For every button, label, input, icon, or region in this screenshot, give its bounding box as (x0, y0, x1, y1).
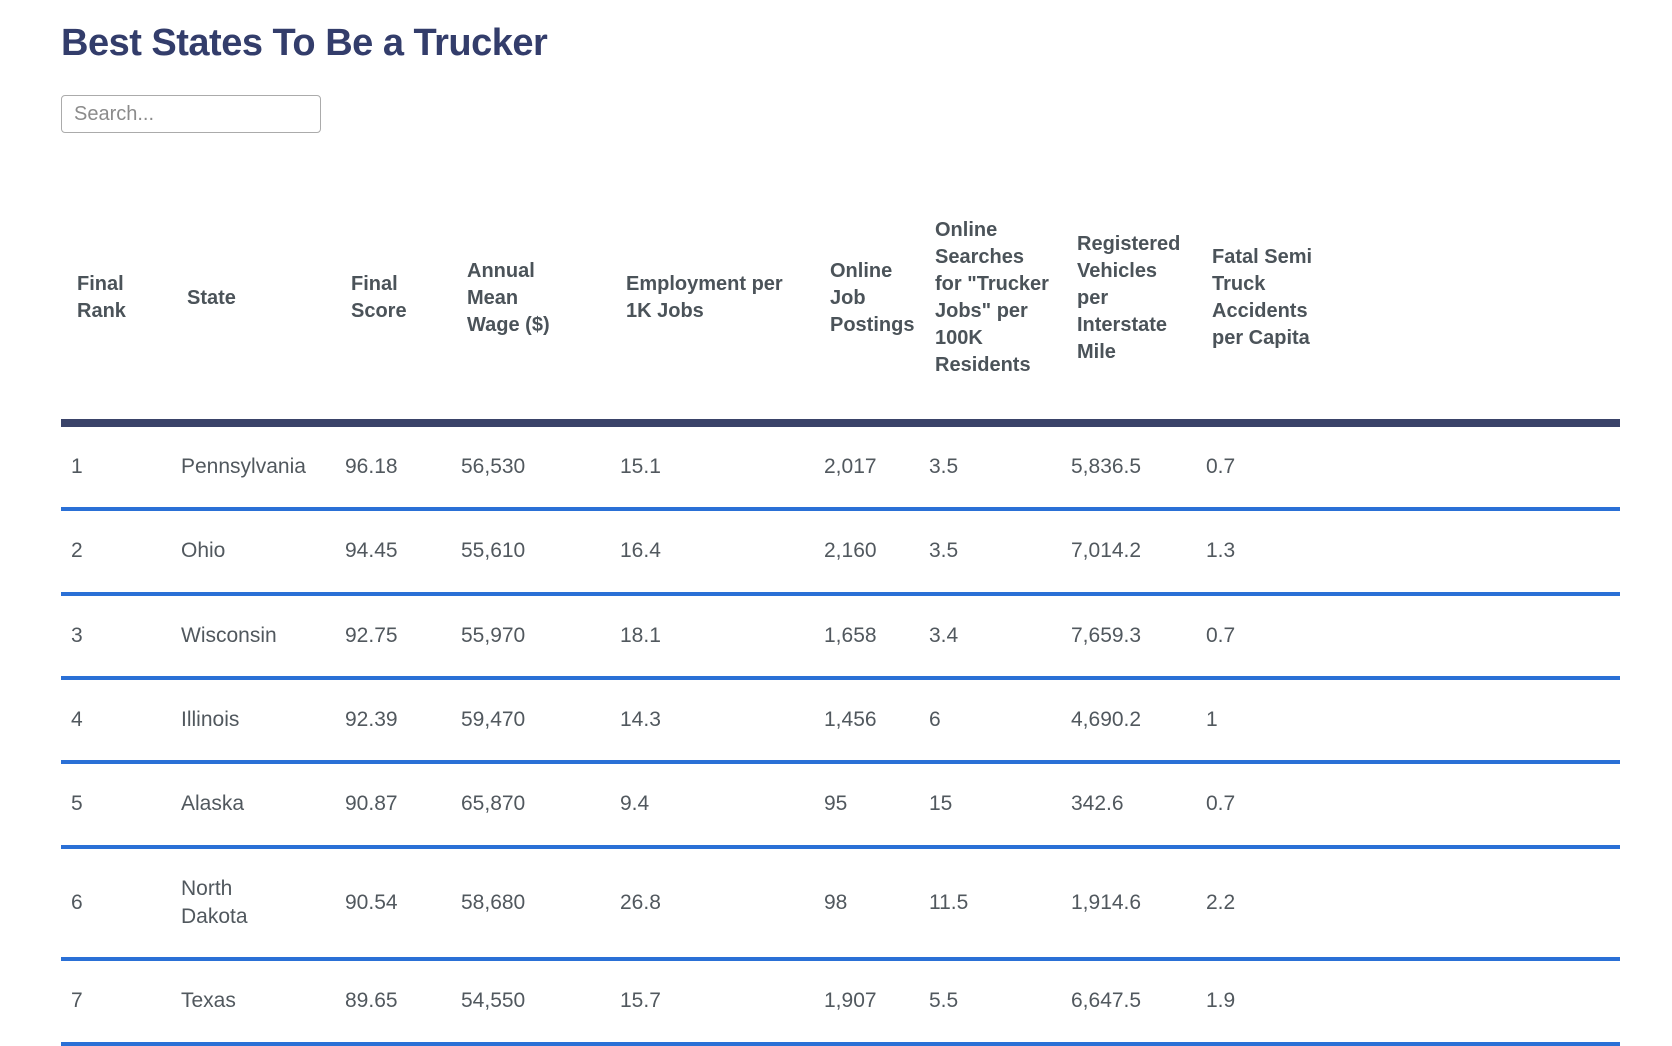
cell-state (171, 594, 335, 678)
column-header-fatal-semi-truck-accidents-per-capita[interactable] (1196, 177, 1620, 423)
cell-online-searches-for-trucker-jobs-per-100k-residents (919, 594, 1061, 678)
cell-state (171, 423, 335, 509)
cell-value: 3 (71, 623, 83, 647)
cell-value: 4 (71, 708, 83, 732)
cell-registered-vehicles-per-interstate-mile (1061, 594, 1196, 678)
cell-value: 15.7 (620, 989, 661, 1013)
cell-value: 6 (71, 890, 83, 914)
cell-online-job-postings (814, 509, 919, 593)
cell-value: 15.1 (620, 455, 661, 478)
cell-value: 11.5 (929, 890, 969, 914)
cell-value: 96.18 (345, 455, 398, 478)
cell-value: 2,017 (824, 455, 877, 478)
state-name: Ohio (181, 539, 226, 563)
cell-registered-vehicles-per-interstate-mile (1061, 762, 1196, 846)
header-row (61, 177, 1620, 423)
cell-value: 26.8 (620, 890, 661, 914)
cell-state (171, 959, 335, 1043)
cell-final-score (335, 762, 451, 846)
cell-annual-mean-wage (451, 678, 610, 762)
cell-annual-mean-wage (451, 847, 610, 960)
cell-final-rank (61, 678, 171, 762)
table-row (61, 847, 1620, 960)
cell-value: 0.7 (1206, 792, 1236, 816)
cell-value: 98 (824, 890, 848, 914)
cell-value: 5 (71, 792, 83, 816)
state-name: Texas (181, 989, 236, 1013)
cell-value: 0.7 (1206, 623, 1236, 647)
column-header-label: Registered Vehicles per Interstate Mile (1077, 232, 1181, 363)
cell-value: 54,550 (461, 989, 526, 1013)
rankings-table (61, 177, 1620, 1046)
cell-value: 3.4 (929, 623, 959, 647)
cell-final-rank (61, 762, 171, 846)
cell-value: 55,610 (461, 539, 526, 563)
column-header-online-searches-for-trucker-jobs-per-100k-residents[interactable] (919, 177, 1061, 423)
cell-value: 1.3 (1206, 539, 1236, 563)
cell-employment-per-1k-jobs (610, 959, 814, 1043)
table-header (61, 177, 1620, 423)
cell-value: 7 (71, 989, 83, 1013)
cell-value: 89.65 (345, 989, 398, 1013)
cell-value: 65,870 (461, 792, 526, 816)
cell-fatal-semi-truck-accidents-per-capita (1196, 762, 1620, 846)
state-name: Wisconsin (181, 623, 277, 647)
column-header-final-score[interactable] (335, 177, 451, 423)
cell-online-job-postings (814, 847, 919, 960)
cell-value: 5,836.5 (1071, 455, 1142, 478)
column-header-label: State (187, 286, 236, 309)
cell-value: 1.9 (1206, 989, 1236, 1013)
table-row (61, 762, 1620, 846)
page-title: Best States To Be a Trucker (61, 22, 548, 64)
cell-registered-vehicles-per-interstate-mile (1061, 423, 1196, 509)
cell-registered-vehicles-per-interstate-mile (1061, 847, 1196, 960)
cell-value: 56,530 (461, 455, 526, 478)
cell-online-searches-for-trucker-jobs-per-100k-residents (919, 847, 1061, 960)
cell-final-rank (61, 847, 171, 960)
cell-value: 5.5 (929, 989, 959, 1013)
column-header-label: Final Score (351, 273, 407, 322)
cell-online-searches-for-trucker-jobs-per-100k-residents (919, 423, 1061, 509)
cell-value: 7,014.2 (1071, 539, 1142, 563)
cell-fatal-semi-truck-accidents-per-capita (1196, 847, 1620, 960)
cell-fatal-semi-truck-accidents-per-capita (1196, 594, 1620, 678)
cell-employment-per-1k-jobs (610, 678, 814, 762)
cell-final-rank (61, 959, 171, 1043)
state-name: Pennsylvania (181, 455, 306, 478)
search-input[interactable] (61, 95, 321, 133)
table-row (61, 959, 1620, 1043)
cell-registered-vehicles-per-interstate-mile (1061, 678, 1196, 762)
cell-value: 1 (71, 455, 83, 478)
cell-value: 3.5 (929, 539, 959, 563)
cell-final-rank (61, 423, 171, 509)
cell-value: 9.4 (620, 792, 650, 816)
cell-value: 1 (1206, 708, 1218, 732)
cell-fatal-semi-truck-accidents-per-capita (1196, 423, 1620, 509)
cell-value: 6 (929, 708, 941, 732)
cell-registered-vehicles-per-interstate-mile (1061, 509, 1196, 593)
column-header-label: Online Searches for "Trucker Jobs" per 100K Residents (935, 219, 1049, 376)
column-header-employment-per-1k-jobs[interactable] (610, 177, 814, 423)
cell-online-job-postings (814, 959, 919, 1043)
column-header-state[interactable] (171, 177, 335, 423)
cell-value: 2 (71, 539, 83, 563)
cell-employment-per-1k-jobs (610, 509, 814, 593)
state-name: Illinois (181, 708, 240, 732)
cell-value: 15 (929, 792, 953, 816)
cell-fatal-semi-truck-accidents-per-capita (1196, 678, 1620, 762)
state-name: North Dakota (181, 876, 248, 929)
cell-annual-mean-wage (451, 594, 610, 678)
column-header-final-rank[interactable] (61, 177, 171, 423)
cell-final-score (335, 594, 451, 678)
cell-value: 95 (824, 792, 848, 816)
table-body (61, 423, 1620, 1044)
cell-value: 342.6 (1071, 792, 1124, 816)
cell-employment-per-1k-jobs (610, 762, 814, 846)
column-header-label: Final Rank (77, 273, 126, 322)
cell-value: 14.3 (620, 708, 661, 732)
cell-final-score (335, 678, 451, 762)
table-row (61, 509, 1620, 593)
cell-employment-per-1k-jobs (610, 847, 814, 960)
cell-value: 1,456 (824, 708, 877, 732)
table-row (61, 678, 1620, 762)
cell-final-score (335, 959, 451, 1043)
cell-annual-mean-wage (451, 509, 610, 593)
cell-value: 1,907 (824, 989, 877, 1013)
cell-value: 55,970 (461, 623, 526, 647)
cell-fatal-semi-truck-accidents-per-capita (1196, 959, 1620, 1043)
cell-online-searches-for-trucker-jobs-per-100k-residents (919, 678, 1061, 762)
cell-value: 2.2 (1206, 890, 1236, 914)
cell-employment-per-1k-jobs (610, 423, 814, 509)
cell-state (171, 678, 335, 762)
cell-final-score (335, 423, 451, 509)
cell-value: 7,659.3 (1071, 623, 1142, 647)
column-header-online-job-postings[interactable] (814, 177, 919, 423)
column-header-annual-mean-wage[interactable] (451, 177, 610, 423)
cell-final-score (335, 847, 451, 960)
cell-value: 94.45 (345, 539, 398, 563)
cell-value: 59,470 (461, 708, 526, 732)
cell-state (171, 762, 335, 846)
cell-value: 58,680 (461, 890, 526, 914)
cell-online-job-postings (814, 594, 919, 678)
column-header-label: Employment per 1K Jobs (626, 273, 783, 322)
cell-value: 90.87 (345, 792, 398, 816)
table-row (61, 594, 1620, 678)
cell-value: 92.75 (345, 623, 398, 647)
cell-annual-mean-wage (451, 959, 610, 1043)
cell-value: 18.1 (620, 623, 661, 647)
cell-online-job-postings (814, 423, 919, 509)
cell-state (171, 509, 335, 593)
cell-online-job-postings (814, 678, 919, 762)
cell-value: 92.39 (345, 708, 398, 732)
state-name: Alaska (181, 792, 245, 816)
column-header-label: Fatal Semi Truck Accidents per Capita (1212, 246, 1313, 349)
cell-value: 1,658 (824, 623, 877, 647)
cell-online-searches-for-trucker-jobs-per-100k-residents (919, 959, 1061, 1043)
cell-annual-mean-wage (451, 423, 610, 509)
cell-final-rank (61, 509, 171, 593)
cell-value: 16.4 (620, 539, 661, 563)
cell-value: 3.5 (929, 455, 959, 478)
table-row (61, 423, 1620, 509)
cell-annual-mean-wage (451, 762, 610, 846)
cell-final-score (335, 509, 451, 593)
cell-value: 6,647.5 (1071, 989, 1142, 1013)
column-header-label: Annual Mean Wage ($) (467, 259, 550, 336)
cell-online-job-postings (814, 762, 919, 846)
cell-value: 1,914.6 (1071, 890, 1142, 914)
column-header-registered-vehicles-per-interstate-mile[interactable] (1061, 177, 1196, 423)
cell-online-searches-for-trucker-jobs-per-100k-residents (919, 509, 1061, 593)
cell-registered-vehicles-per-interstate-mile (1061, 959, 1196, 1043)
cell-fatal-semi-truck-accidents-per-capita (1196, 509, 1620, 593)
cell-value: 90.54 (345, 890, 398, 914)
cell-final-rank (61, 594, 171, 678)
cell-value: 0.7 (1206, 455, 1236, 478)
cell-state (171, 847, 335, 960)
cell-value: 4,690.2 (1071, 708, 1142, 732)
cell-employment-per-1k-jobs (610, 594, 814, 678)
column-header-label: Online Job Postings (830, 259, 915, 336)
cell-value: 2,160 (824, 539, 877, 563)
cell-online-searches-for-trucker-jobs-per-100k-residents (919, 762, 1061, 846)
